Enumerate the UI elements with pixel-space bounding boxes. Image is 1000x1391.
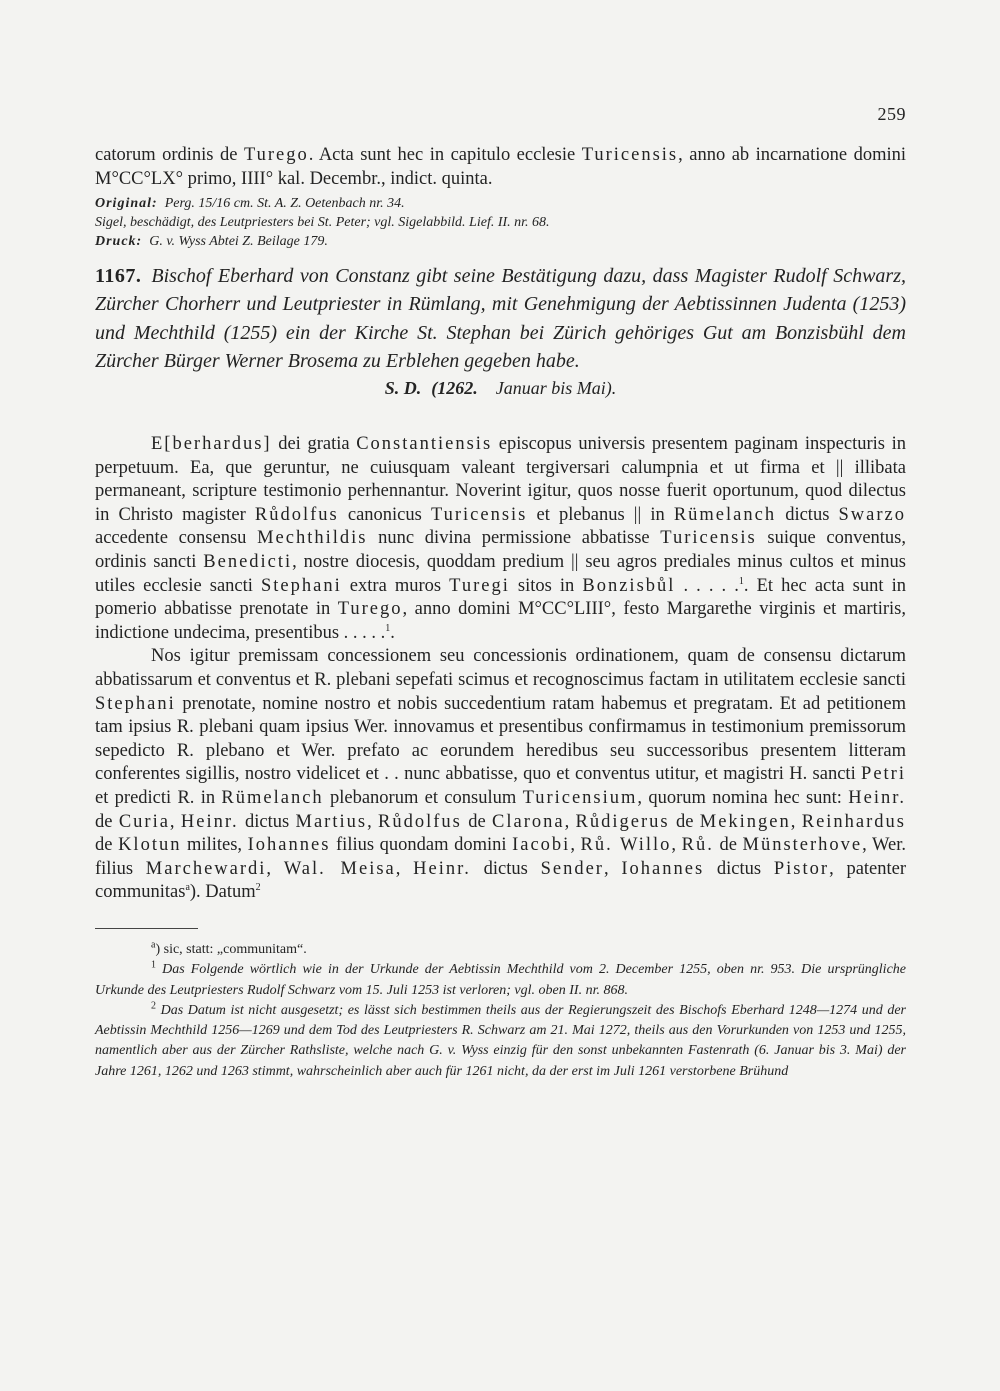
footnote-ref-1[interactable]: 1 <box>385 622 391 634</box>
regest-block <box>95 262 906 399</box>
sigel-line: Sigel, beschädigt, des Leutpriesters bei St. Peter; vgl. Sigelabbild. Lief. II. nr. 68. <box>95 215 550 231</box>
intro-paragraph: catorum ordinis de Turego. Acta sunt hec in capitulo ecclesie Turicensis, anno ab incarnatione domini M°CC°LX° primo, IIII° kal. Decembr., indict. quinta. <box>95 145 906 189</box>
footnote-ref-2[interactable]: 2 <box>255 882 261 894</box>
original-line: Original: Perg. 15/16 cm. St. A. Z. Oetenbach nr. 34. <box>95 196 405 211</box>
regest-date: S. D. (1262. Januar bis Mai). <box>384 377 617 398</box>
footnotes <box>95 940 906 1082</box>
footnote-1: $^1$ Das Folgende wörtlich wie in der Urkunde der Aebtissin Mechthild vom 2. December 1255, oben nr. 953. Die ursprüngliche Urkunde des Leutpriesters Rudolf Schwarz vom 15. Juli 1253 ist verloren; vgl. oben II. nr. 868. <box>95 959 906 998</box>
footnote-ref-1[interactable]: 1 <box>738 575 744 587</box>
footnote-2: $^2$ Das Datum ist nicht ausgesetzt; es lässt sich bestimmen theils aus der Regierungszeit des Bischofs Eberhard 1248—1274 und der Aebtissin Mechthild 1256—1269 und dem Tod des Leutpriesters R. Schwarz am 21. Mai 1272, theils aus den Vorurkunden von 1253 und 1255, namentlich aber aus der Zürcher Rathsliste, welche nach G. v. Wyss einzig für den sonst unbekannten Fastenrath (6. Januar bis 3. Mai) der Jahre 1261, 1262 und 1263 stimmt, wahrscheinlich aber auch für 1261 nicht, da der erst im Juli 1261 verstorbene Brühund <box>95 1000 907 1079</box>
footnote-divider <box>95 928 198 929</box>
footnote-a: $^a$) sic, statt: „communitam“. <box>151 939 307 957</box>
body-paragraph-1: E[berhardus] dei gratia Constantiensis episcopus universis presentem paginam inspecturis in perpetuum. Ea, que geruntur, ne cuiusquam valeant tergiversari calumpnia et ut firma et || illibata permaneant, scripture testimonio perhennantur. Noverint igitur, quos nosse fuerit oportunum, quod dilectus in Christo magister Růdolfus canonicus Turicensis et plebanus || in Rümelanch dictus Swarzo accedente consensu Mechthildis nunc divina permissione abbatisse Turicensis suique conventus, ordinis sancti Benedicti, nostre diocesis, quoddam predium || seu agros prediales minus cultos et minus utiles ecclesie sancti Stephani extra muros Turegi sitos in Bonzisbůl . . . . .$^1$. Et hec acta sunt in pomerio abbatisse prenotate in Turego, anno domini M°CC°LIII°, festo Margarethe virginis et martiris, indictione undecima, presentibus . . . . .$^1$. <box>95 434 907 643</box>
body-paragraph-2: Nos igitur premissam concessionem seu concessionis ordinationem, quam de consensu dictarum abbatissarum et conventus et R. plebani sepefati scimus et recognoscimus factam in utilitatem ecclesie sancti Stephani prenotate, nomine nostro et nobis succedentium ratam habemus et pregratam. Et ad petitionem tam ipsius R. plebani quam ipsius Wer. innovamus et presentibus confirmamus in testimonium premissorum sepedicto R. plebano et Wer. prefato ac eorundem heredibus seu successoribus presentem litteram conferentes sigillis, nostro videlicet et . . nunc abbatisse, quo et conventus utitur, et magistri H. sancti Petri et predicti R. in Rümelanch plebanorum et consulum Turicensium, quorum nomina hec sunt: Heinr. de Curia, Heinr. dictus Martius, Růdolfus de Clarona, Růdigerus de Mekingen, Reinhardus de Klotun milites, Iohannes filius quondam domini Iacobi, Rů. Willo, Rů. de Münsterhove, Wer. filius Marchewardi, Wal. Meisa, Heinr. dictus Sender, Iohannes dictus Pistor, patenter communitas$^a$). Datum$^2$ <box>95 646 907 903</box>
footnote-ref-a[interactable]: a <box>185 882 190 894</box>
document-body <box>95 433 906 905</box>
source-meta <box>95 194 906 252</box>
document-number: 1167. <box>95 265 142 287</box>
page-number: 259 <box>877 104 906 124</box>
intro-block <box>95 144 906 191</box>
druck-line: Druck: G. v. Wyss Abtei Z. Beilage 179. <box>95 234 328 250</box>
regest-summary: 1167. Bischof Eberhard von Constanz gibt seine Bestätigung dazu, dass Magister Rudolf Schwarz, Zürcher Chorherr und Leutpriester in Rümlang, mit Genehmigung der Aebtissinnen Judenta (1253) und Mechthild (1255) ein der Kirche St. Stephan bei Zürich gehöriges Gut am Bonzisbühl dem Zürcher Bürger Werner Brosema zu Erblehen gegeben habe. <box>95 265 906 373</box>
